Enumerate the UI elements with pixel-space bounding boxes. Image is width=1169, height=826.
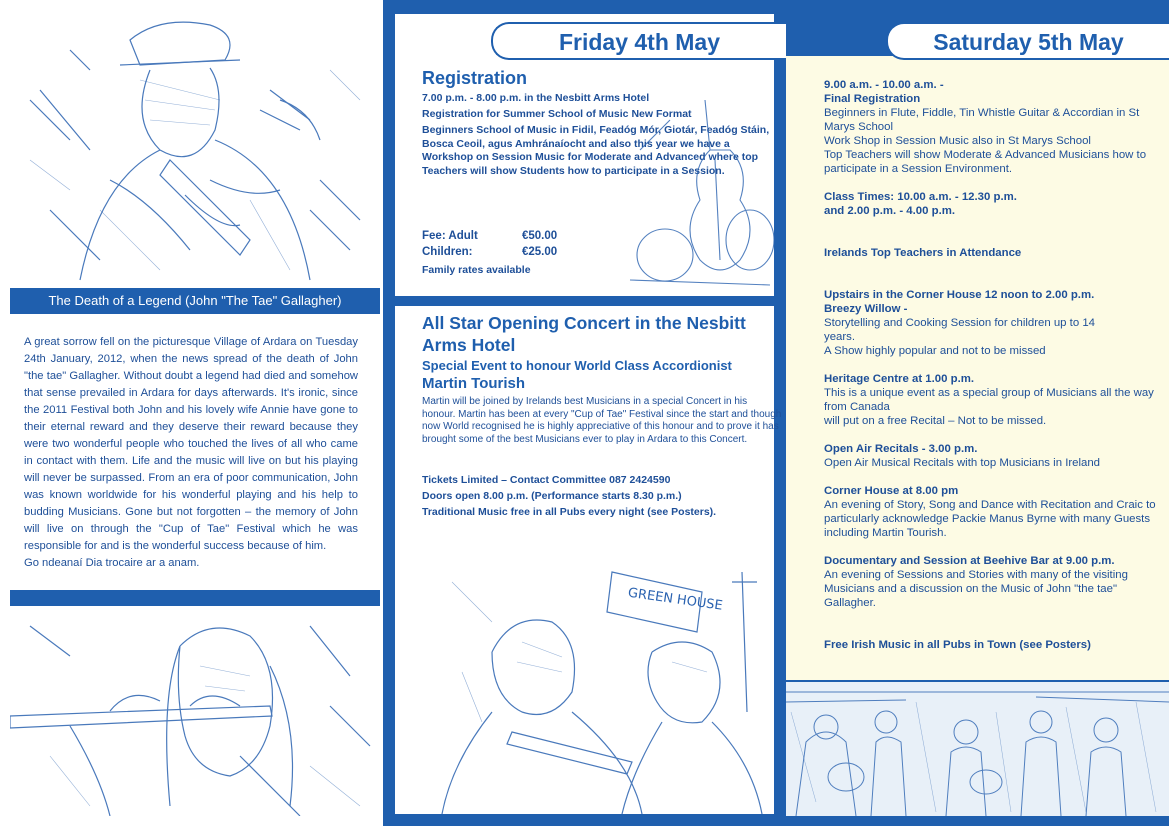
sat-block-teachers (824, 246, 1159, 260)
saturday-heading: Saturday 5th May (886, 22, 1169, 60)
fee-children-label: Children: (422, 246, 473, 258)
legend-paragraph: A great sorrow fell on the picturesque Village of Ardara on Tuesday 24th January, 2012, when the news spread of the death of John "the tae" Gallagher. Without doubt a legend had died and somehow that sense prevailed in Ardara for days afterwards. It's ironic, since the 2011 Festival both John and his lovely wife Annie have gone to their eternal reward and they deserve their reward because they were two wonderful people who touched the lives of all who came in contact with them. Life and the music will live on but his playing will never be surpassed. From an era of poor communication, John was known worldwide for his wonderful playing and his help to budding Musicians. Gone but not forgotten – the memory of John will live on through the "Cup of Tae" Festival which he was responsible for and is the wonderful success because of him. (24, 336, 358, 552)
flute-player-sketch (10, 606, 380, 816)
sat-block-class-times (824, 190, 1159, 218)
concert-doors: Doors open 8.00 p.m. (Performance starts 8.30 p.m.) (422, 490, 682, 502)
sat-heritage-title: Heritage Centre at 1.00 p.m. (824, 373, 975, 385)
concert-tickets: Tickets Limited – Contact Committee 087 2424590 (422, 474, 671, 486)
sat-corner-house-title: Corner House at 8.00 pm (824, 485, 959, 497)
sat-open-air-title: Open Air Recitals - 3.00 p.m. (824, 443, 978, 455)
sat-heritage-text: This is a unique event as a special group of Musicians all the way from Canada (824, 387, 1154, 413)
sat-registration-text2: Work Shop in Session Music also in St Marys School (824, 135, 1091, 147)
registration-title: Registration (422, 68, 528, 88)
sat-block-heritage (824, 372, 1159, 428)
sat-block-open-air (824, 442, 1159, 470)
concert-trad-music: Traditional Music free in all Pubs every night (see Posters). (422, 506, 717, 518)
registration-description: Beginners School of Music in Fidil, Feadóg Mór, Giotár, Feadóg Stáin, Bosca Ceoil, agus Amhránaíocht and also this year we have a Workshop on Session Music for Moderate and Advanced where top Teachers will show Students how to participate in a Session. (422, 124, 770, 177)
sat-block-free-music (824, 638, 1159, 652)
registration-subtitle: Registration for Summer School of Music New Format (422, 108, 692, 120)
sat-free-music: Free Irish Music in all Pubs in Town (see Posters) (824, 639, 1091, 651)
fee-children-value: €25.00 (522, 246, 558, 258)
sat-open-air-text: Open Air Musical Recitals with top Musicians in Ireland (824, 457, 1101, 469)
concert-title: All Star Opening Concert in the Nesbitt Arms Hotel (422, 313, 746, 355)
musicians-sketch (432, 562, 774, 814)
legend-caption: The Death of a Legend (John "The Tae" Gallagher) (10, 288, 380, 314)
registration-time: 7.00 p.m. - 8.00 p.m. in the Nesbitt Arms Hotel (422, 92, 650, 104)
fee-adult-label: Fee: Adult (422, 230, 478, 242)
sat-block-corner-house-noon (824, 288, 1159, 358)
green-house-sign: GREEN HOUSE (626, 585, 724, 614)
sat-registration-text3: Top Teachers will show Moderate & Advanced Musicians how to participate in a Session Environment. (824, 149, 1147, 175)
sat-breezy-willow: Breezy Willow - (824, 303, 908, 315)
sat-heritage-text2: will put on a free Recital – Not to be missed. (824, 415, 1047, 427)
instruments-sketch (620, 90, 780, 290)
legend-article (24, 334, 358, 572)
sat-final-registration: Final Registration (824, 93, 921, 105)
sat-class-times2: and 2.00 p.m. - 4.00 p.m. (824, 205, 956, 217)
friday-heading: Friday 4th May (491, 22, 786, 60)
fiddler-sketch (10, 10, 380, 288)
legend-blessing: Go ndeanaí Dia trocaire ar a anam. (24, 557, 200, 569)
sat-block-registration (824, 78, 1159, 176)
sat-show-popular: A Show highly popular and not to be missed (824, 345, 1046, 357)
concert-description: Martin will be joined by Irelands best Musicians in a special Concert in his honour. Martin has been at every "Cup of Tae" Festival since the start and though now World recognised he is highly appreciative of this honour and to prove it has brought some of the best Musicians ever to play in Ardara to this Concert. (422, 396, 782, 445)
fee-adult-value: €50.00 (522, 230, 558, 242)
concert-honoree: Martin Tourish (422, 375, 526, 392)
sat-registration-text: Beginners in Flute, Fiddle, Tin Whistle Guitar & Accordian in St Marys School (824, 107, 1140, 133)
sat-corner-house-text: An evening of Story, Song and Dance with Recitation and Craic to particularly acknowledge Packie Manus Byrne with many Guests including Martin Tourish. (824, 499, 1156, 539)
sat-documentary-text: An evening of Sessions and Stories with many of the visiting Musicians and a discussion on the Music of John "the tae" Gallagher. (824, 569, 1128, 609)
divider-band (10, 590, 380, 606)
family-rates: Family rates available (422, 264, 531, 276)
sat-top-teachers: Irelands Top Teachers in Attendance (824, 247, 1022, 259)
friday-divider (395, 296, 786, 306)
session-band-sketch (786, 682, 1169, 816)
sat-block-corner-house-evening (824, 484, 1159, 540)
concert-subtitle: Special Event to honour World Class Accordionist (422, 358, 732, 373)
left-panel (0, 0, 383, 826)
sat-block-documentary (824, 554, 1159, 610)
sat-storytelling: Storytelling and Cooking Session for children up to 14 years. (824, 317, 1096, 343)
sat-upstairs: Upstairs in the Corner House 12 noon to 2.00 p.m. (824, 289, 1095, 301)
sat-time-1: 9.00 a.m. - 10.00 a.m. - (824, 79, 944, 91)
sat-documentary-title: Documentary and Session at Beehive Bar at 9.00 p.m. (824, 555, 1115, 567)
sat-class-times: Class Times: 10.00 a.m. - 12.30 p.m. (824, 191, 1017, 203)
